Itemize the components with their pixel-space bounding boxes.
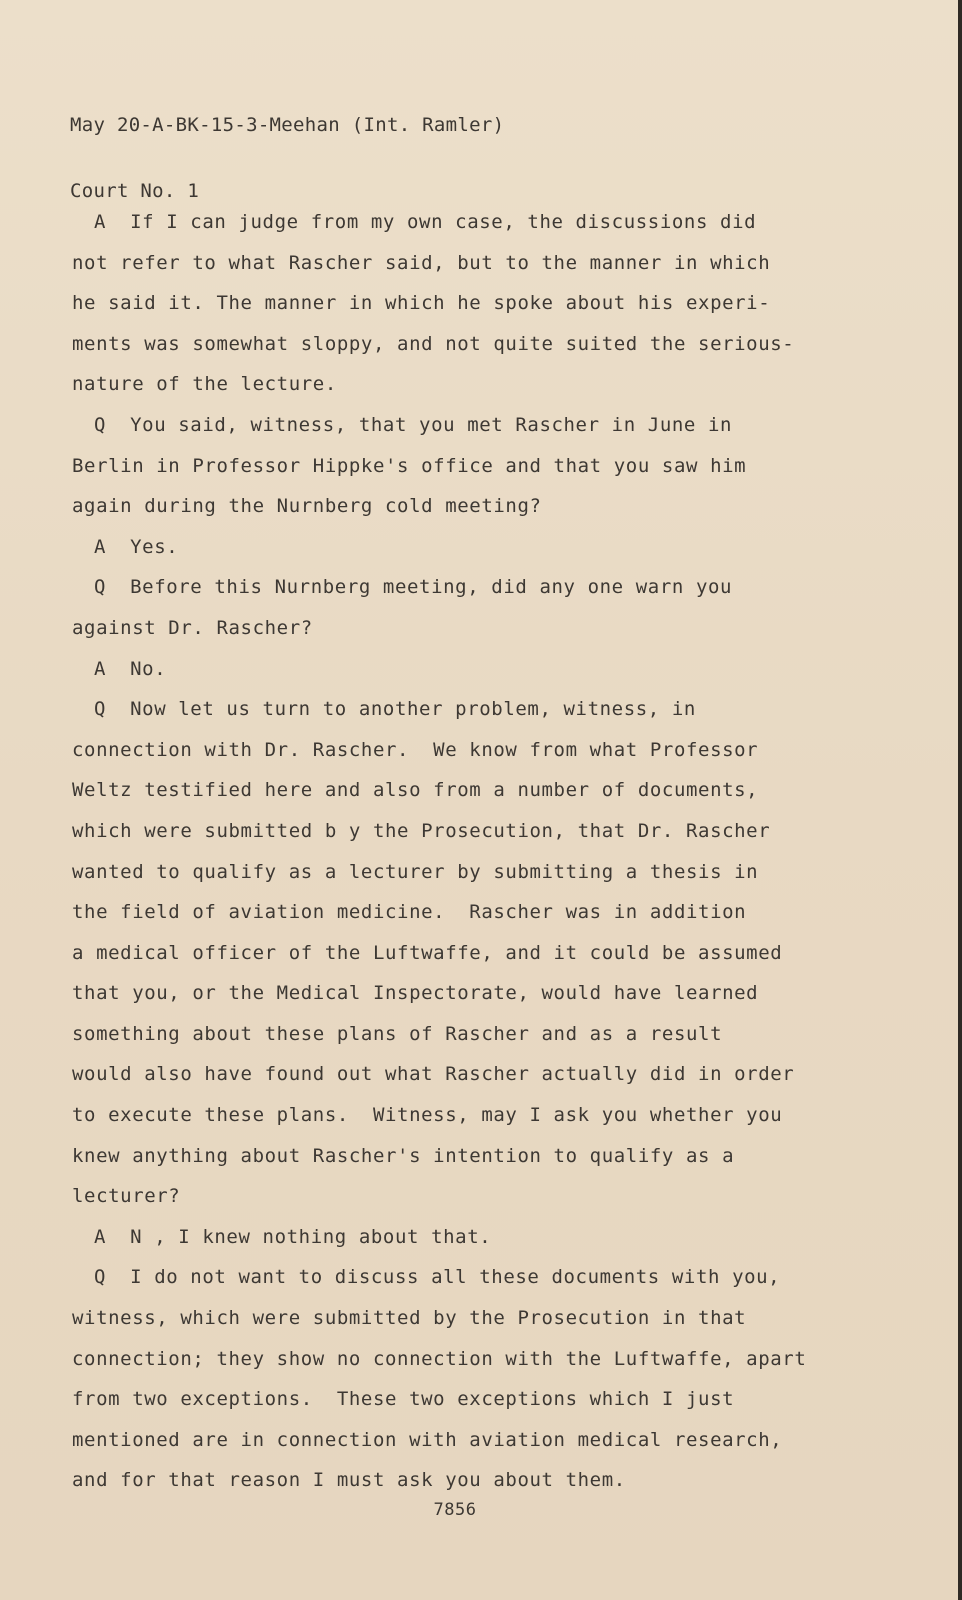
transcript-line: again during the Nurnberg cold meeting? (72, 495, 542, 518)
transcript-line: he said it. The manner in which he spoke about his experi- (72, 292, 771, 315)
transcript-line: from two exceptions. These two exceptions which I just (72, 1388, 735, 1411)
transcript-line: A Yes. (94, 535, 179, 558)
transcript-line: would also have found out what Rascher actually did in order (72, 1063, 795, 1086)
header-session-line: May 20-A-BK-15-3-Meehan (Int. Ramler) (70, 114, 505, 136)
transcript-line: not refer to what Rascher said, but to the manner in which (72, 251, 771, 274)
transcript-line: something about these plans of Rascher and as a result (72, 1022, 723, 1045)
transcript-line: knew anything about Rascher's intention to qualify as a (72, 1144, 735, 1167)
transcript-line: witness, which were submitted by the Prosecution in that (72, 1307, 747, 1330)
transcript-line: mentioned are in connection with aviation medical research, (72, 1428, 783, 1451)
transcript-line: Berlin in Professor Hippke's office and that you saw him (72, 454, 747, 477)
transcript-line: nature of the lecture. (72, 373, 337, 396)
transcript-line: A N , I knew nothing about that. (94, 1225, 492, 1248)
header-court-line: Court No. 1 (70, 180, 200, 202)
transcript-line: Q I do not want to discuss all these documents with you, (94, 1266, 781, 1289)
transcript-line: lecturer? (72, 1185, 181, 1208)
transcript-line: connection; they show no connection with the Luftwaffe, apart (72, 1347, 807, 1370)
transcript-line: to execute these plans. Witness, may I ask you whether you (72, 1104, 783, 1127)
transcript-line: and for that reason I must ask you about them. (72, 1469, 626, 1492)
transcript-line: a medical officer of the Luftwaffe, and it could be assumed (72, 941, 783, 964)
transcript-line: the field of aviation medicine. Rascher was in addition (72, 901, 747, 924)
page-number: 7856 (433, 1500, 477, 1520)
transcript-line: Weltz testified here and also from a number of documents, (72, 779, 759, 802)
transcript-body (72, 202, 852, 1501)
transcript-line: connection with Dr. Rascher. We know from what Professor (72, 738, 759, 761)
transcript-line: ments was somewhat sloppy, and not quite suited the serious- (72, 332, 795, 355)
transcript-line: Q Now let us turn to another problem, witness, in (94, 698, 696, 721)
transcript-line: Q You said, witness, that you met Rascher in June in (94, 413, 733, 436)
transcript-line: A If I can judge from my own case, the discussions did (94, 211, 757, 233)
transcript-line: that you, or the Medical Inspectorate, would have learned (72, 982, 759, 1005)
transcript-line: A No. (94, 657, 167, 680)
transcript-line: which were submitted b y the Prosecution, that Dr. Rascher (72, 819, 771, 842)
transcript-line: Q Before this Nurnberg meeting, did any one warn you (94, 576, 733, 599)
transcript-line: wanted to qualify as a lecturer by submitting a thesis in (72, 860, 759, 883)
transcript-line: against Dr. Rascher? (72, 616, 313, 639)
